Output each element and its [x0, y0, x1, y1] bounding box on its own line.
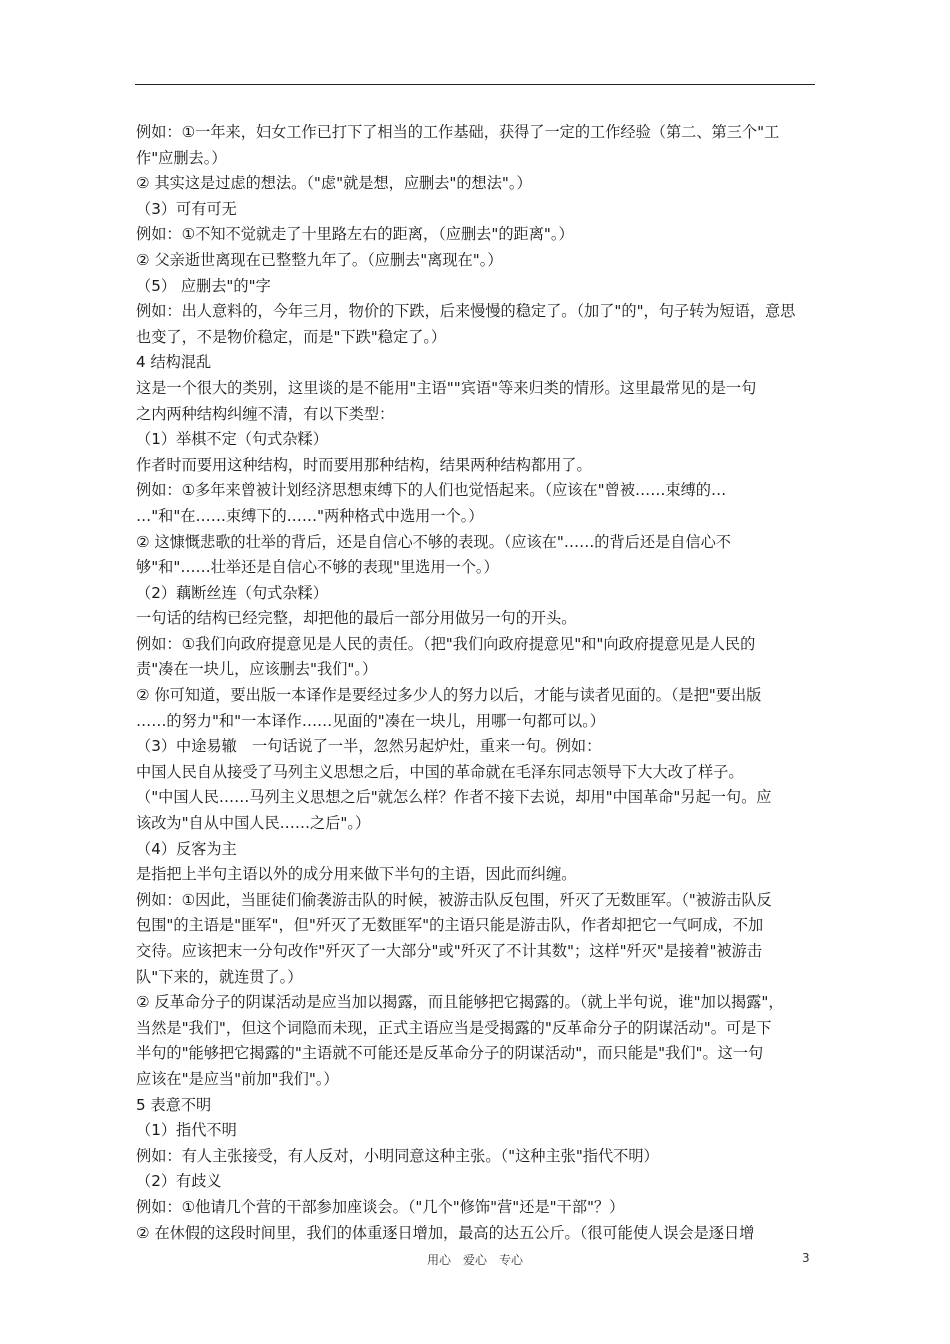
text-line: ② 在休假的这段时间里，我们的体重逐日增加，最高的达五公斤。（很可能使人误会是逐日增	[136, 1223, 755, 1242]
text-line: ② 这慷慨悲歌的壮举的背后，还是自信心不够的表现。（应该在"……的背后还是自信心不	[136, 532, 731, 551]
subheading: （2）有歧义	[136, 1172, 222, 1191]
text-line: 例如：①多年来曾被计划经济思想束缚下的人们也觉悟起来。（应该在"曾被……束缚的…	[136, 481, 727, 500]
text-line: 队"下来的，就连贯了。）	[136, 967, 303, 986]
text-line: 当然是"我们"，但这个词隐而未现，正式主语应当是受揭露的"反革命分子的阴谋活动"。可是下	[136, 1018, 772, 1037]
text-line: 一句话的结构已经完整，却把他的最后一部分用做另一句的开头。	[136, 609, 577, 628]
page-number: 3	[802, 1251, 810, 1265]
text-line: 例如：①我们向政府提意见是人民的责任。（把"我们向政府提意见"和"向政府提意见是人民的	[136, 634, 756, 653]
subheading: （1）举棋不定（句式杂糅）	[136, 430, 328, 449]
text-line: 例如：有人主张接受，有人反对，小明同意这种主张。（"这种主张"指代不明）	[136, 1146, 659, 1165]
text-line: 中国人民自从接受了马列主义思想之后，中国的革命就在毛泽东同志领导下大大改了样子。	[136, 762, 744, 781]
text-line: 例如：①不知不觉就走了十里路左右的距离，（应删去"的距离"。）	[136, 225, 574, 244]
text-line: 是指把上半句主语以外的成分用来做下半句的主语，因此而纠缠。	[136, 865, 577, 884]
subheading: （3）可有可无	[136, 199, 237, 218]
text-line: 之内两种结构纠缠不清，有以下类型：	[136, 404, 395, 423]
subheading: （1）指代不明	[136, 1121, 237, 1140]
text-line: 交待。应该把末一分句改作"歼灭了一大部分"或"歼灭了不计其数"；这样"歼灭"是接着"被游击	[136, 942, 763, 960]
text-line: 包围"的主语是"匪军"，但"歼灭了无数匪军"的主语只能是游击队，作者却把它一气呵成，不加	[136, 916, 764, 935]
text-line: 例如：①一年来，妇女工作已打下了相当的工作基础，获得了一定的工作经验（第二、第三个"工	[136, 123, 780, 141]
subheading: （3）中途易辙 一句话说了一半，忽然另起炉灶，重来一句。例如：	[136, 737, 602, 756]
text-line: 该改为"自从中国人民……之后"。）	[136, 814, 371, 833]
section-heading: 5 表意不明	[136, 1095, 212, 1114]
text-line: 例如：出人意料的，今年三月，物价的下跌，后来慢慢的稳定了。（加了"的"，句子转为短语，意思	[136, 302, 796, 321]
document-body	[136, 120, 816, 1246]
section-heading: 4 结构混乱	[136, 353, 212, 372]
text-line: ② 反革命分子的阴谋活动是应当加以揭露，而且能够把它揭露的。（就上半句说，谁"加以揭露"，	[136, 993, 784, 1012]
text-line: …"和"在……束缚下的……"两种格式中选用一个。）	[136, 506, 484, 525]
text-line: 作者时而要用这种结构，时而要用那种结构，结果两种结构都用了。	[136, 455, 592, 474]
text-line: ② 父亲逝世离现在已整整九年了。（应删去"离现在"。）	[136, 250, 503, 269]
subheading: （4）反客为主	[136, 839, 237, 858]
text-line: （"中国人民……马列主义思想之后"就怎么样？作者不接下去说，却用"中国革命"另起一句。应	[136, 788, 772, 807]
subheading: （5） 应删去"的"字	[136, 276, 271, 295]
text-line: 也变了，不是物价稳定，而是"下跌"稳定了。）	[136, 327, 447, 346]
header-rule	[135, 84, 815, 85]
text-line: 够"和"……壮举还是自信心不够的表现"里选用一个。）	[136, 558, 499, 577]
subheading: （2）藕断丝连（句式杂糅）	[136, 583, 328, 602]
text-line: 作"应删去。）	[136, 148, 227, 167]
text-line: 这是一个很大的类别，这里谈的是不能用"主语""宾语"等来归类的情形。这里最常见的是一句	[136, 378, 757, 397]
text-line: 例如：①他请几个营的干部参加座谈会。（"几个"修饰"营"还是"干部"？）	[136, 1197, 625, 1216]
text-line: 责"凑在一块儿，应该删去"我们"。）	[136, 660, 378, 679]
text-line: ② 其实这是过虑的想法。（"虑"就是想，应删去"的想法"。）	[136, 174, 532, 193]
text-line: ② 你可知道，要出版一本译作是要经过多少人的努力以后，才能与读者见面的。（是把"要出版	[136, 686, 762, 705]
text-line: 半句的"能够把它揭露的"主语就不可能还是反革命分子的阴谋活动"，而只能是"我们"。这一句	[136, 1044, 764, 1063]
text-line: ……的努力"和"一本译作……见面的"凑在一块儿，用哪一句都可以。）	[136, 711, 605, 730]
page-footer: 用心 爱心 专心	[426, 1253, 523, 1267]
text-line: 例如：①因此，当匪徒们偷袭游击队的时候，被游击队反包围，歼灭了无数匪军。（"被游击队反	[136, 890, 772, 909]
text-line: 应该在"是应当"前加"我们"。）	[136, 1069, 339, 1088]
